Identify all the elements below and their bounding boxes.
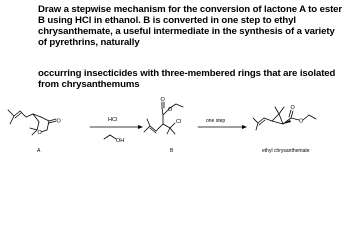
product-carbonyl-oxygen: O <box>290 105 295 111</box>
compound-b-label: B <box>170 148 174 154</box>
lactone-carbonyl-oxygen: O <box>56 118 61 125</box>
compound-a-structure <box>8 110 56 135</box>
reaction-arrow-1-head <box>138 125 143 129</box>
question-paragraph-1: Draw a stepwise mechanism for the conversion of lactone A to ester B using HCl in ethanol. B is converted in one step to ethyl chrysanthemate, a useful intermediate in the synthesis of a variety of pyrethrins, naturally <box>38 4 343 48</box>
ethanol-structure <box>104 135 116 139</box>
ethanol-oh: OH <box>116 138 125 144</box>
compound-b-structure <box>144 102 183 134</box>
step-label: one step <box>206 118 226 124</box>
lactone-ring-oxygen: O <box>37 130 42 136</box>
ester-carbonyl-oxygen: O <box>160 97 165 103</box>
product-structure <box>253 107 316 130</box>
chlorine-atom: Cl <box>176 119 182 125</box>
product-ester-oxygen: O <box>299 118 304 125</box>
product-label: ethyl chrysanthemate <box>262 148 310 154</box>
reaction-arrow-2-head <box>242 125 247 129</box>
compound-a-label: A <box>37 148 41 154</box>
question-paragraph-2: occurring insecticides with three-membered rings that are isolated from chrysanthemums <box>38 68 336 90</box>
ester-oxygen: O <box>168 107 173 113</box>
reagent-hcl: HCl <box>108 117 118 123</box>
